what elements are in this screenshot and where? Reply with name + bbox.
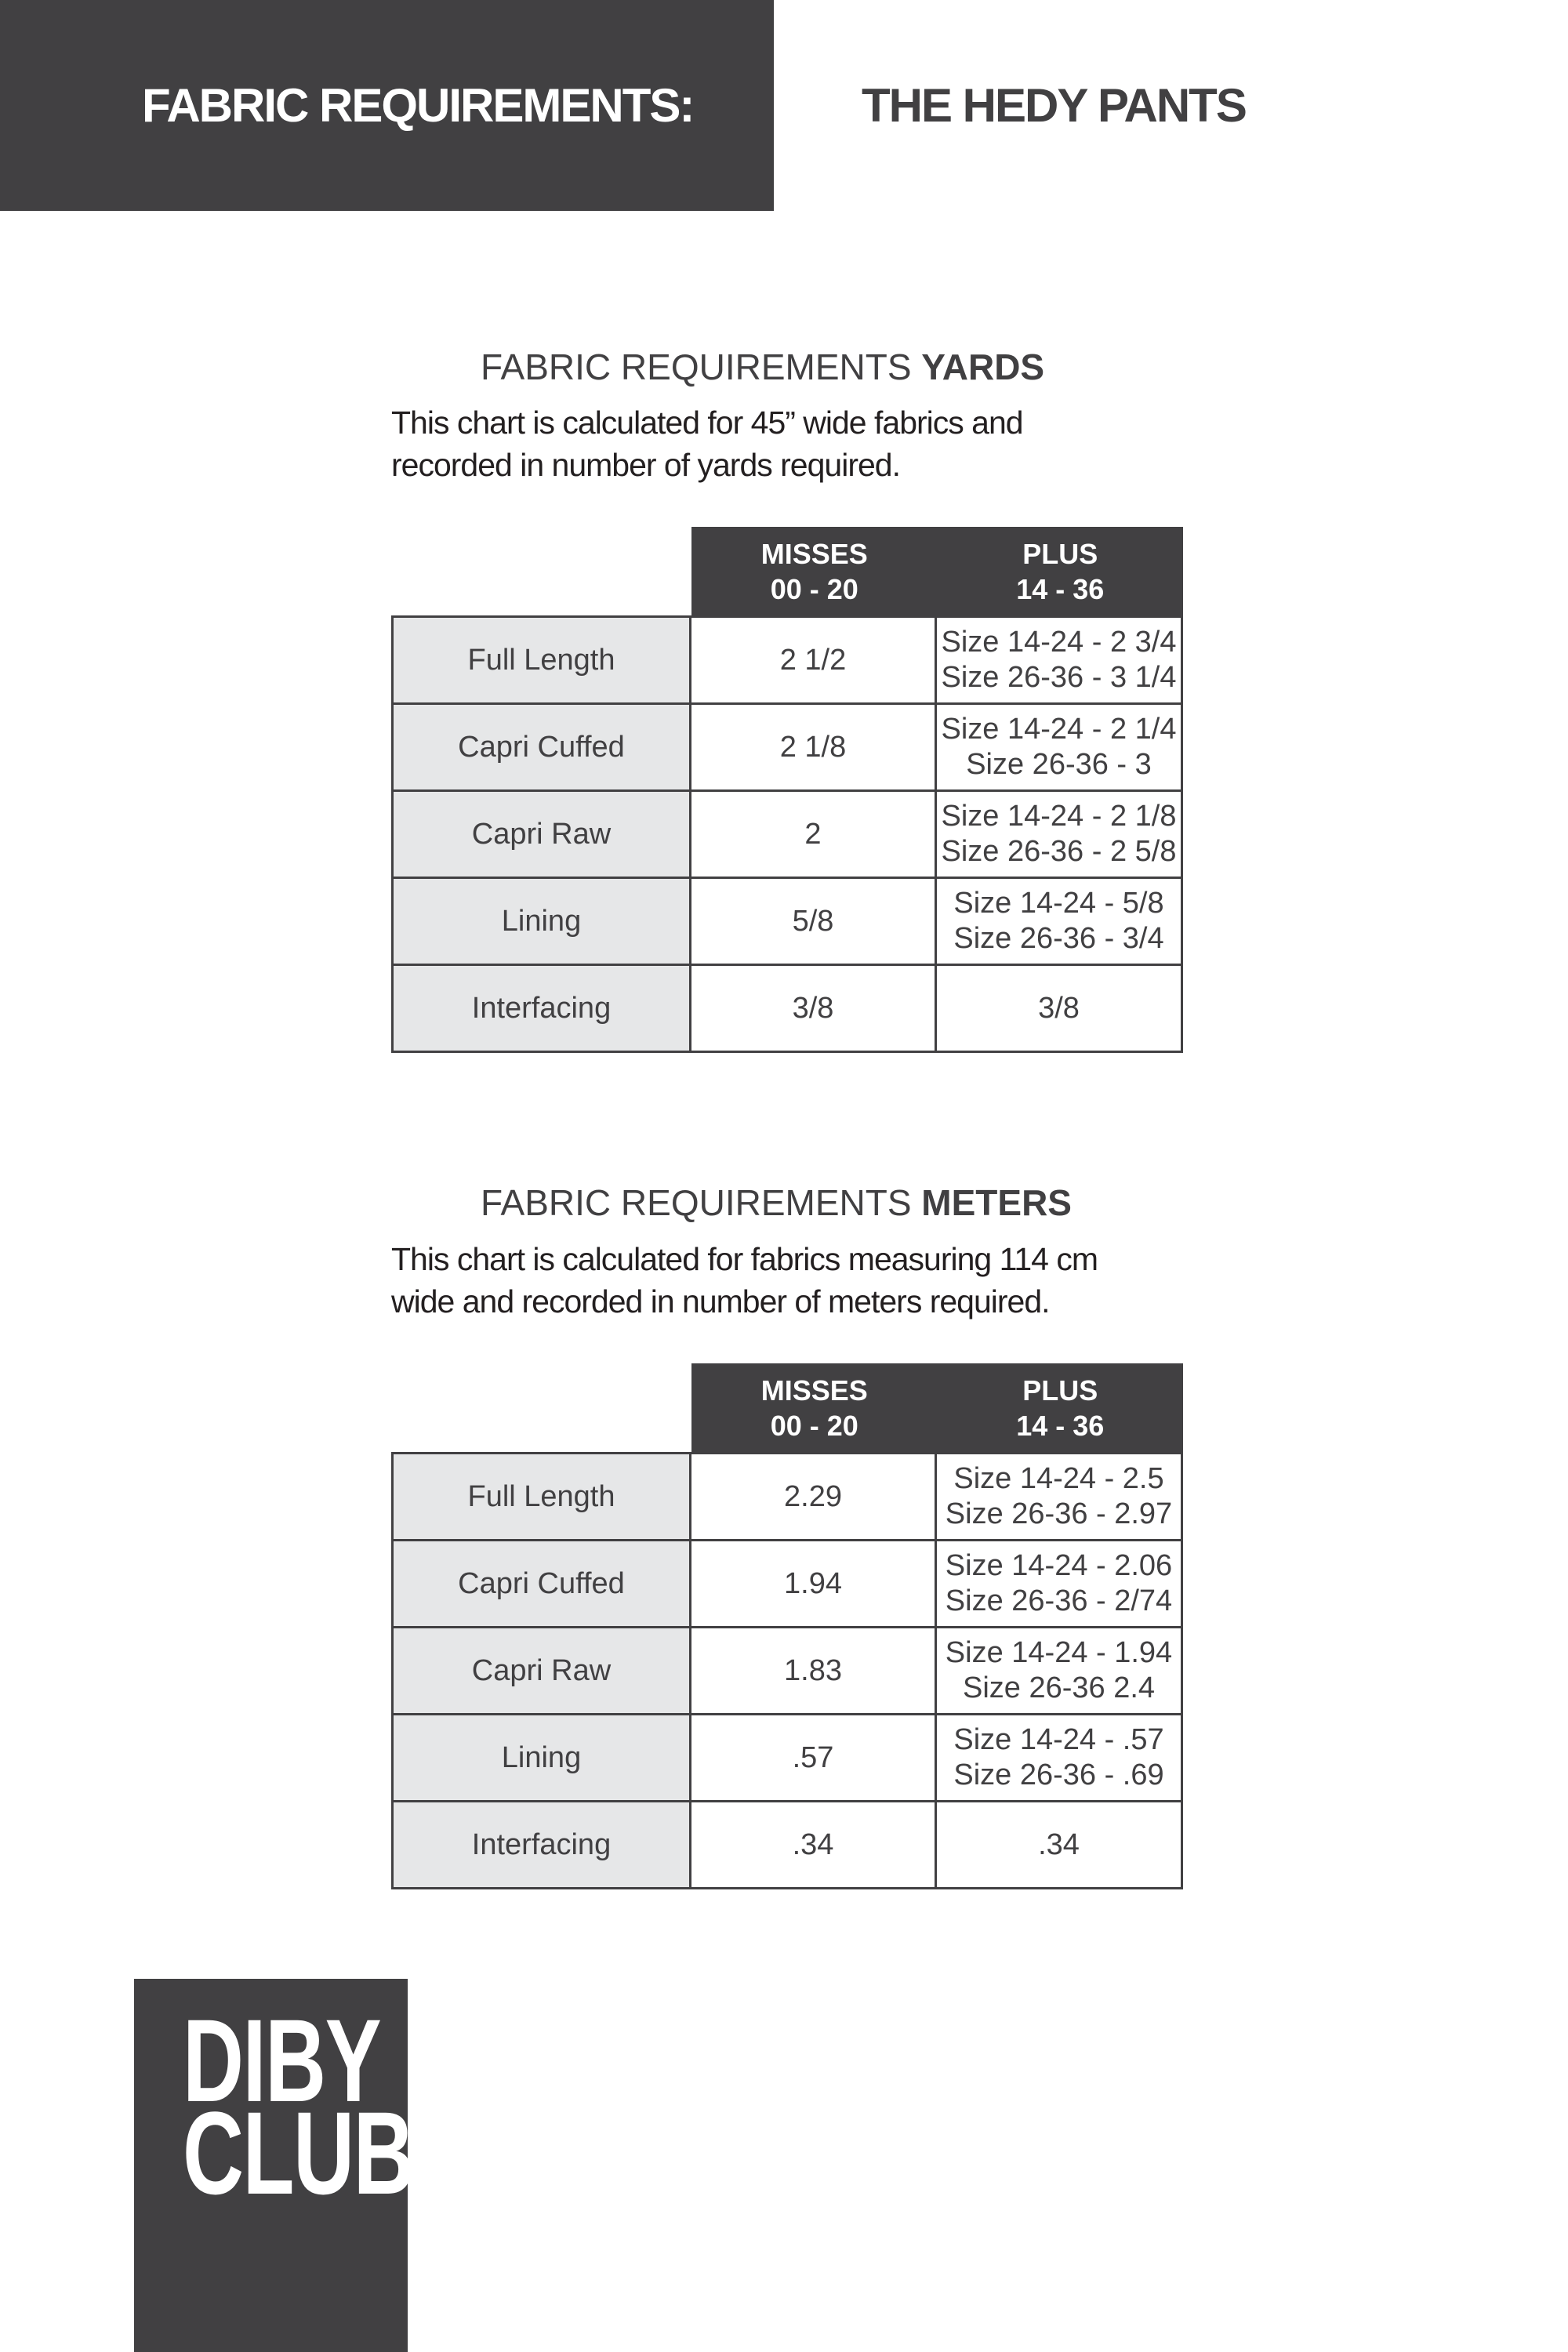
section-description (391, 1238, 1098, 1323)
column-header (691, 1363, 938, 1452)
plus-value-line: Size 26-36 2.4 (962, 1671, 1156, 1704)
row-label: Capri Cuffed (394, 1541, 691, 1626)
row-label: Capri Raw (394, 1628, 691, 1713)
plus-value-line: 3/8 (1038, 991, 1080, 1025)
plus-value (937, 1541, 1181, 1626)
misses-value: 3/8 (691, 966, 937, 1051)
table-row (394, 789, 1181, 877)
plus-value-line: Size 26-36 - 2 5/8 (941, 835, 1177, 868)
column-header (691, 527, 938, 615)
column-header-range: 00 - 20 (770, 572, 858, 605)
logo-line-2: CLUB (183, 2087, 414, 2219)
plus-value-line: Size 14-24 - .57 (953, 1723, 1164, 1756)
plus-value-line: Size 26-36 - .69 (953, 1759, 1164, 1791)
header-label: FABRIC REQUIREMENTS: (142, 79, 694, 132)
plus-value-line: .34 (1038, 1828, 1080, 1861)
row-label: Capri Raw (394, 792, 691, 877)
plus-value-line: Size 26-36 - 2.97 (945, 1497, 1173, 1530)
plus-value-line: Size 14-24 - 2.06 (945, 1549, 1173, 1582)
plus-value-line: Size 14-24 - 1.94 (945, 1636, 1173, 1669)
table-row (394, 1454, 1181, 1539)
misses-value: 1.83 (691, 1628, 937, 1713)
plus-value-line: Size 26-36 - 3 1/4 (941, 661, 1177, 694)
section-title (481, 1181, 1072, 1224)
misses-value: 5/8 (691, 879, 937, 964)
plus-value-line: Size 26-36 - 3/4 (953, 922, 1164, 955)
plus-value (937, 792, 1181, 877)
description-line: This chart is calculated for fabrics measuring 114 cm (391, 1241, 1098, 1277)
plus-value (937, 618, 1181, 702)
plus-value (937, 705, 1181, 789)
misses-value: 2 (691, 792, 937, 877)
column-header-title: MISSES (760, 537, 868, 570)
section-title-unit: METERS (921, 1182, 1072, 1223)
table-row (394, 964, 1181, 1051)
description-line: wide and recorded in number of meters required. (391, 1283, 1050, 1319)
section-title-prefix: FABRIC REQUIREMENTS (481, 347, 912, 387)
misses-value: .57 (691, 1715, 937, 1800)
plus-value (937, 1628, 1181, 1713)
column-header (938, 1363, 1184, 1452)
plus-value-line: Size 14-24 - 2 1/4 (941, 713, 1177, 746)
table-row (394, 1539, 1181, 1626)
misses-value: 1.94 (691, 1541, 937, 1626)
plus-value-line: Size 14-24 - 2.5 (953, 1462, 1164, 1495)
misses-value: .34 (691, 1802, 937, 1887)
section-description (391, 401, 1023, 486)
table-row (394, 618, 1181, 702)
pattern-name: THE HEDY PANTS (862, 79, 1246, 132)
plus-value (937, 1454, 1181, 1539)
row-label: Interfacing (394, 966, 691, 1051)
plus-value (937, 1715, 1181, 1800)
column-header-title: MISSES (760, 1374, 868, 1406)
table-row (394, 1626, 1181, 1713)
row-label: Full Length (394, 618, 691, 702)
row-label: Capri Cuffed (394, 705, 691, 789)
plus-value-line: Size 14-24 - 5/8 (953, 887, 1164, 920)
row-label: Lining (394, 879, 691, 964)
column-header-range: 00 - 20 (770, 1409, 858, 1442)
logo-line-1: DIBY (183, 1994, 381, 2126)
row-label: Full Length (394, 1454, 691, 1539)
section-title-unit: YARDS (921, 347, 1045, 387)
description-line: This chart is calculated for 45” wide fabrics and (391, 405, 1023, 441)
column-header-range: 14 - 36 (1016, 572, 1105, 605)
plus-value (937, 1802, 1181, 1887)
column-header-title: PLUS (1022, 537, 1098, 570)
plus-value-line: Size 14-24 - 2 1/8 (941, 800, 1177, 833)
column-header (938, 527, 1184, 615)
row-label: Interfacing (394, 1802, 691, 1887)
table-row (394, 1800, 1181, 1887)
table-header (691, 527, 1183, 615)
description-line: recorded in number of yards required. (391, 447, 900, 483)
plus-value (937, 879, 1181, 964)
misses-value: 2 1/8 (691, 705, 937, 789)
row-label: Lining (394, 1715, 691, 1800)
misses-value: 2 1/2 (691, 618, 937, 702)
plus-value-line: Size 14-24 - 2 3/4 (941, 626, 1177, 659)
column-header-range: 14 - 36 (1016, 1409, 1105, 1442)
section-title (481, 346, 1044, 388)
table-row (394, 1713, 1181, 1800)
column-header-title: PLUS (1022, 1374, 1098, 1406)
misses-value: 2.29 (691, 1454, 937, 1539)
plus-value-line: Size 26-36 - 3 (966, 748, 1152, 781)
plus-value (937, 966, 1181, 1051)
plus-value-line: Size 26-36 - 2/74 (945, 1584, 1173, 1617)
table-header (691, 1363, 1183, 1452)
section-title-prefix: FABRIC REQUIREMENTS (481, 1182, 912, 1223)
table-row (394, 702, 1181, 789)
table-row (394, 877, 1181, 964)
diby-club-logo (134, 1979, 414, 2352)
